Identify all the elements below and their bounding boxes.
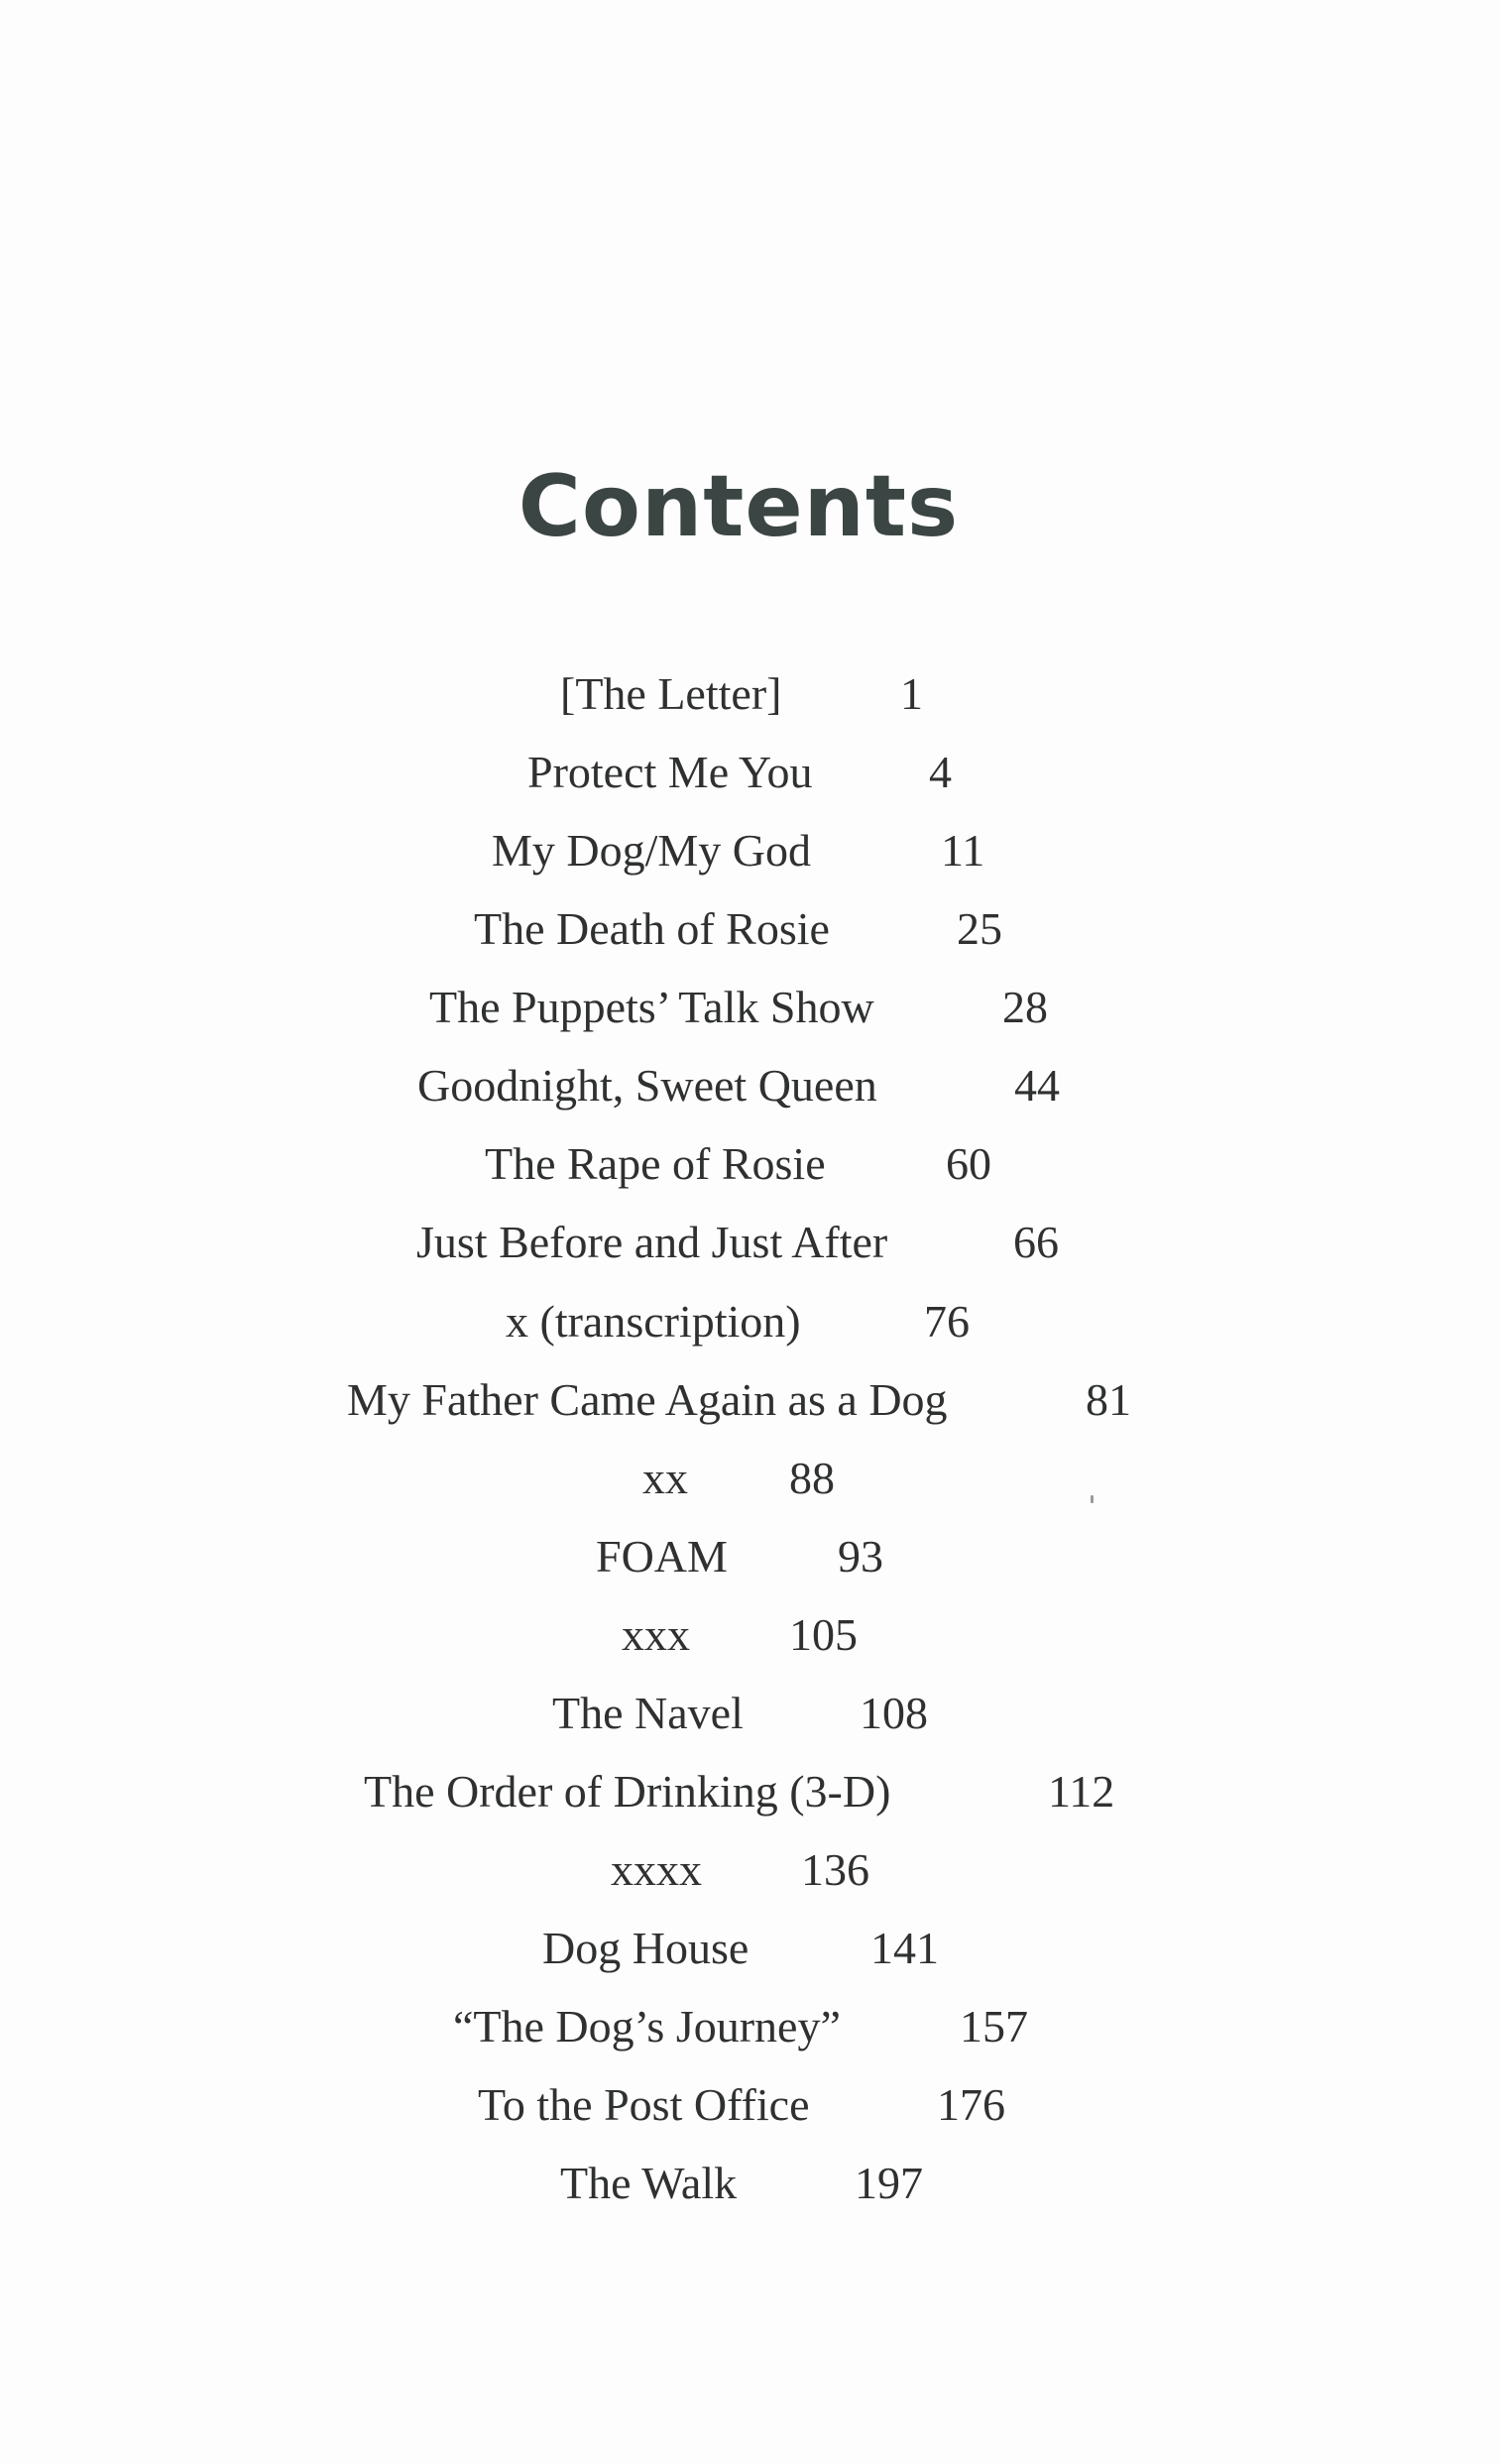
toc-entry xyxy=(0,1444,1500,1513)
toc-entry-title: My Father Came Again as a Dog xyxy=(347,1374,948,1425)
toc-entry-title: xx xyxy=(642,1453,688,1503)
scan-speck xyxy=(1091,1495,1094,1503)
toc-entry-page-number: 76 xyxy=(924,1296,970,1347)
toc-entry-page-number: 28 xyxy=(1002,982,1048,1032)
toc-entry-title: The Order of Drinking (3-D) xyxy=(364,1766,891,1817)
toc-entry-page-number: 1 xyxy=(900,668,923,719)
toc-entry xyxy=(0,1522,1500,1591)
toc-entry xyxy=(0,1287,1500,1356)
toc-entry-title: The Puppets’ Talk Show xyxy=(429,982,874,1032)
toc-entry-page-number: 136 xyxy=(801,1844,869,1895)
toc-entry-page-number: 176 xyxy=(937,2079,1005,2130)
toc-entry-page-number: 93 xyxy=(838,1531,883,1582)
toc-entry xyxy=(0,738,1500,807)
toc-entry xyxy=(0,973,1500,1042)
toc-entry-title: My Dog/My God xyxy=(492,825,812,876)
toc-entry-title: To the Post Office xyxy=(478,2079,810,2130)
toc-entry-title: FOAM xyxy=(596,1531,728,1582)
toc-entry-title: The Death of Rosie xyxy=(474,903,830,954)
toc-entry xyxy=(0,659,1500,729)
toc-entry xyxy=(0,1129,1500,1199)
toc-entry-title: x (transcription) xyxy=(506,1296,801,1347)
toc-entry-page-number: 66 xyxy=(1013,1217,1059,1267)
toc-entry-page-number: 105 xyxy=(789,1609,858,1660)
toc-entry-title: Dog House xyxy=(542,1923,750,1973)
toc-entry xyxy=(0,894,1500,964)
toc-entry xyxy=(0,1365,1500,1435)
toc-entry-page-number: 108 xyxy=(860,1688,928,1738)
toc-entry-title: The Rape of Rosie xyxy=(485,1138,826,1189)
toc-entry xyxy=(0,1208,1500,1277)
toc-entry-title: Goodnight, Sweet Queen xyxy=(417,1060,877,1111)
toc-entry xyxy=(0,1992,1500,2061)
toc-entry xyxy=(0,1600,1500,1670)
toc-entry-title: The Walk xyxy=(560,2158,738,2208)
toc-entry-title: xxx xyxy=(622,1609,690,1660)
toc-entry-title: Protect Me You xyxy=(527,747,813,797)
toc-entry-page-number: 157 xyxy=(960,2001,1028,2052)
toc-entry-page-number: 44 xyxy=(1014,1060,1060,1111)
toc-entry xyxy=(0,2070,1500,2140)
toc-entry xyxy=(0,1914,1500,1983)
toc-entry-page-number: 4 xyxy=(929,747,952,797)
toc-entry-page-number: 88 xyxy=(789,1453,835,1503)
toc-entry xyxy=(0,816,1500,885)
toc-entry xyxy=(0,2149,1500,2218)
toc-entry-page-number: 197 xyxy=(855,2158,923,2208)
toc-entry-title: “The Dog’s Journey” xyxy=(453,2001,841,2052)
toc-entry-title: Just Before and Just After xyxy=(416,1217,888,1267)
toc-entry xyxy=(0,1757,1500,1826)
toc-entry-page-number: 81 xyxy=(1086,1374,1131,1425)
toc-entry-page-number: 112 xyxy=(1048,1766,1115,1817)
page-title: Contents xyxy=(518,457,960,556)
toc-entry-page-number: 141 xyxy=(870,1923,939,1973)
toc-entry-page-number: 25 xyxy=(957,903,1002,954)
toc-entry xyxy=(0,1835,1500,1905)
toc-entry-page-number: 11 xyxy=(941,825,985,876)
toc-entry xyxy=(0,1051,1500,1120)
toc-entry-title: [The Letter] xyxy=(560,668,782,719)
toc-entry-title: The Navel xyxy=(552,1688,744,1738)
toc-entry-title: xxxx xyxy=(611,1844,702,1895)
toc-entry xyxy=(0,1679,1500,1748)
toc-entry-page-number: 60 xyxy=(946,1138,991,1189)
